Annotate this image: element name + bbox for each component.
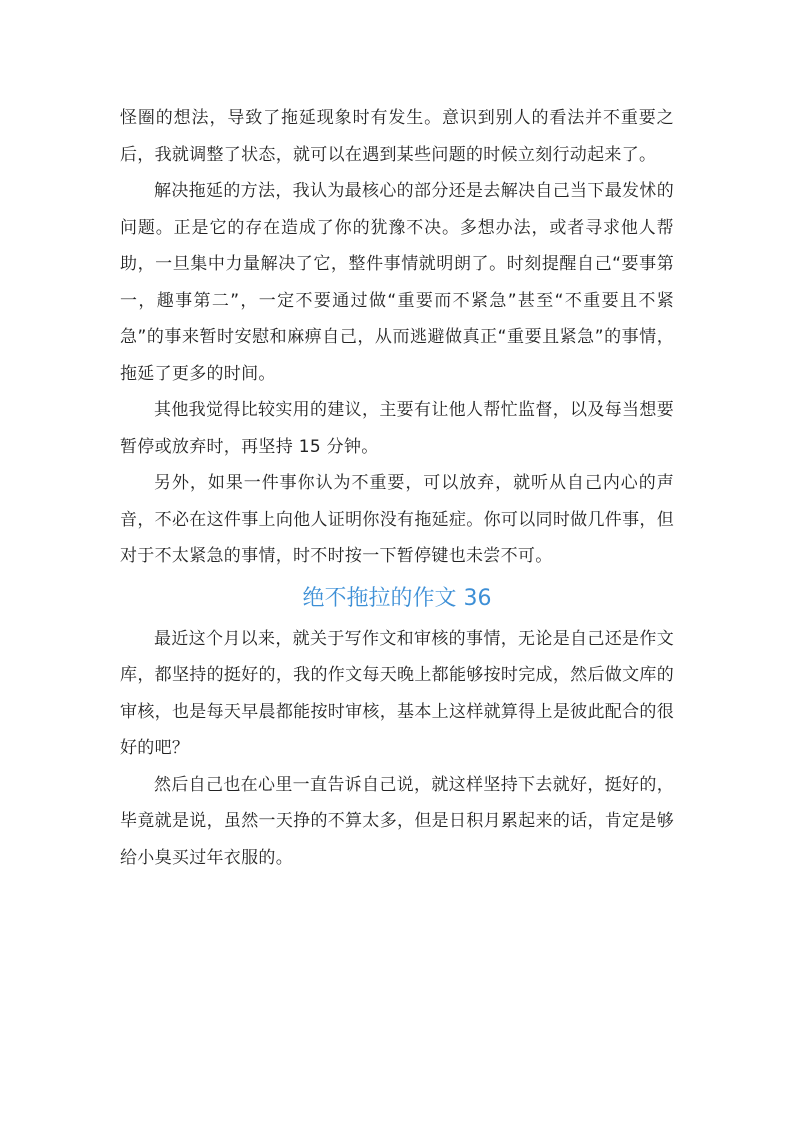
paragraph-5: 最近这个月以来，就关于写作文和审核的事情，无论是自己还是作文库，都坚持的挺好的，我的作文每天晚上都能够按时完成，然后做文库的审核，也是每天早晨都能按时审核，基本上这样就算得上是彼此配合的很好的吧？: [120, 628, 674, 758]
paragraph-2: 解决拖延的方法，我认为最核心的部分还是去解决自己当下最发怵的问题。正是它的存在造成了你的犹豫不决。多想办法，或者寻求他人帮助，一旦集中力量解决了它，整件事情就明朗了。时刻提醒自己“要事第一，趣事第二”，一定不要通过做“重要而不紧急”甚至“不重要且不紧急”的事来暂时安慰和麻痹自己，从而逃避做真正“重要且紧急”的事情，拖延了更多的时间。: [120, 181, 674, 384]
document-page: [120, 100, 674, 876]
paragraph-1: 怪圈的想法，导致了拖延现象时有发生。意识到别人的看法并不重要之后，我就调整了状态，就可以在遇到某些问题的时候立刻行动起来了。: [120, 108, 674, 165]
paragraph-3: 其他我觉得比较实用的建议，主要有让他人帮忙监督，以及每当想要暂停或放弃时，再坚持 15 分钟。: [120, 400, 674, 457]
paragraph-6: 然后自己也在心里一直告诉自己说，就这样坚持下去就好，挺好的，毕竟就是说，虽然一天挣的不算太多，但是日积月累起来的话，肯定是够给小臭买过年衣服的。: [120, 774, 674, 868]
section-heading: 绝不拖拉的作文 36: [302, 585, 492, 611]
paragraph-4: 另外，如果一件事你认为不重要，可以放弃，就听从自己内心的声音，不必在这件事上向他人证明你没有拖延症。你可以同时做几件事，但对于不太紧急的事情，时不时按一下暂停键也未尝不可。: [120, 473, 674, 566]
